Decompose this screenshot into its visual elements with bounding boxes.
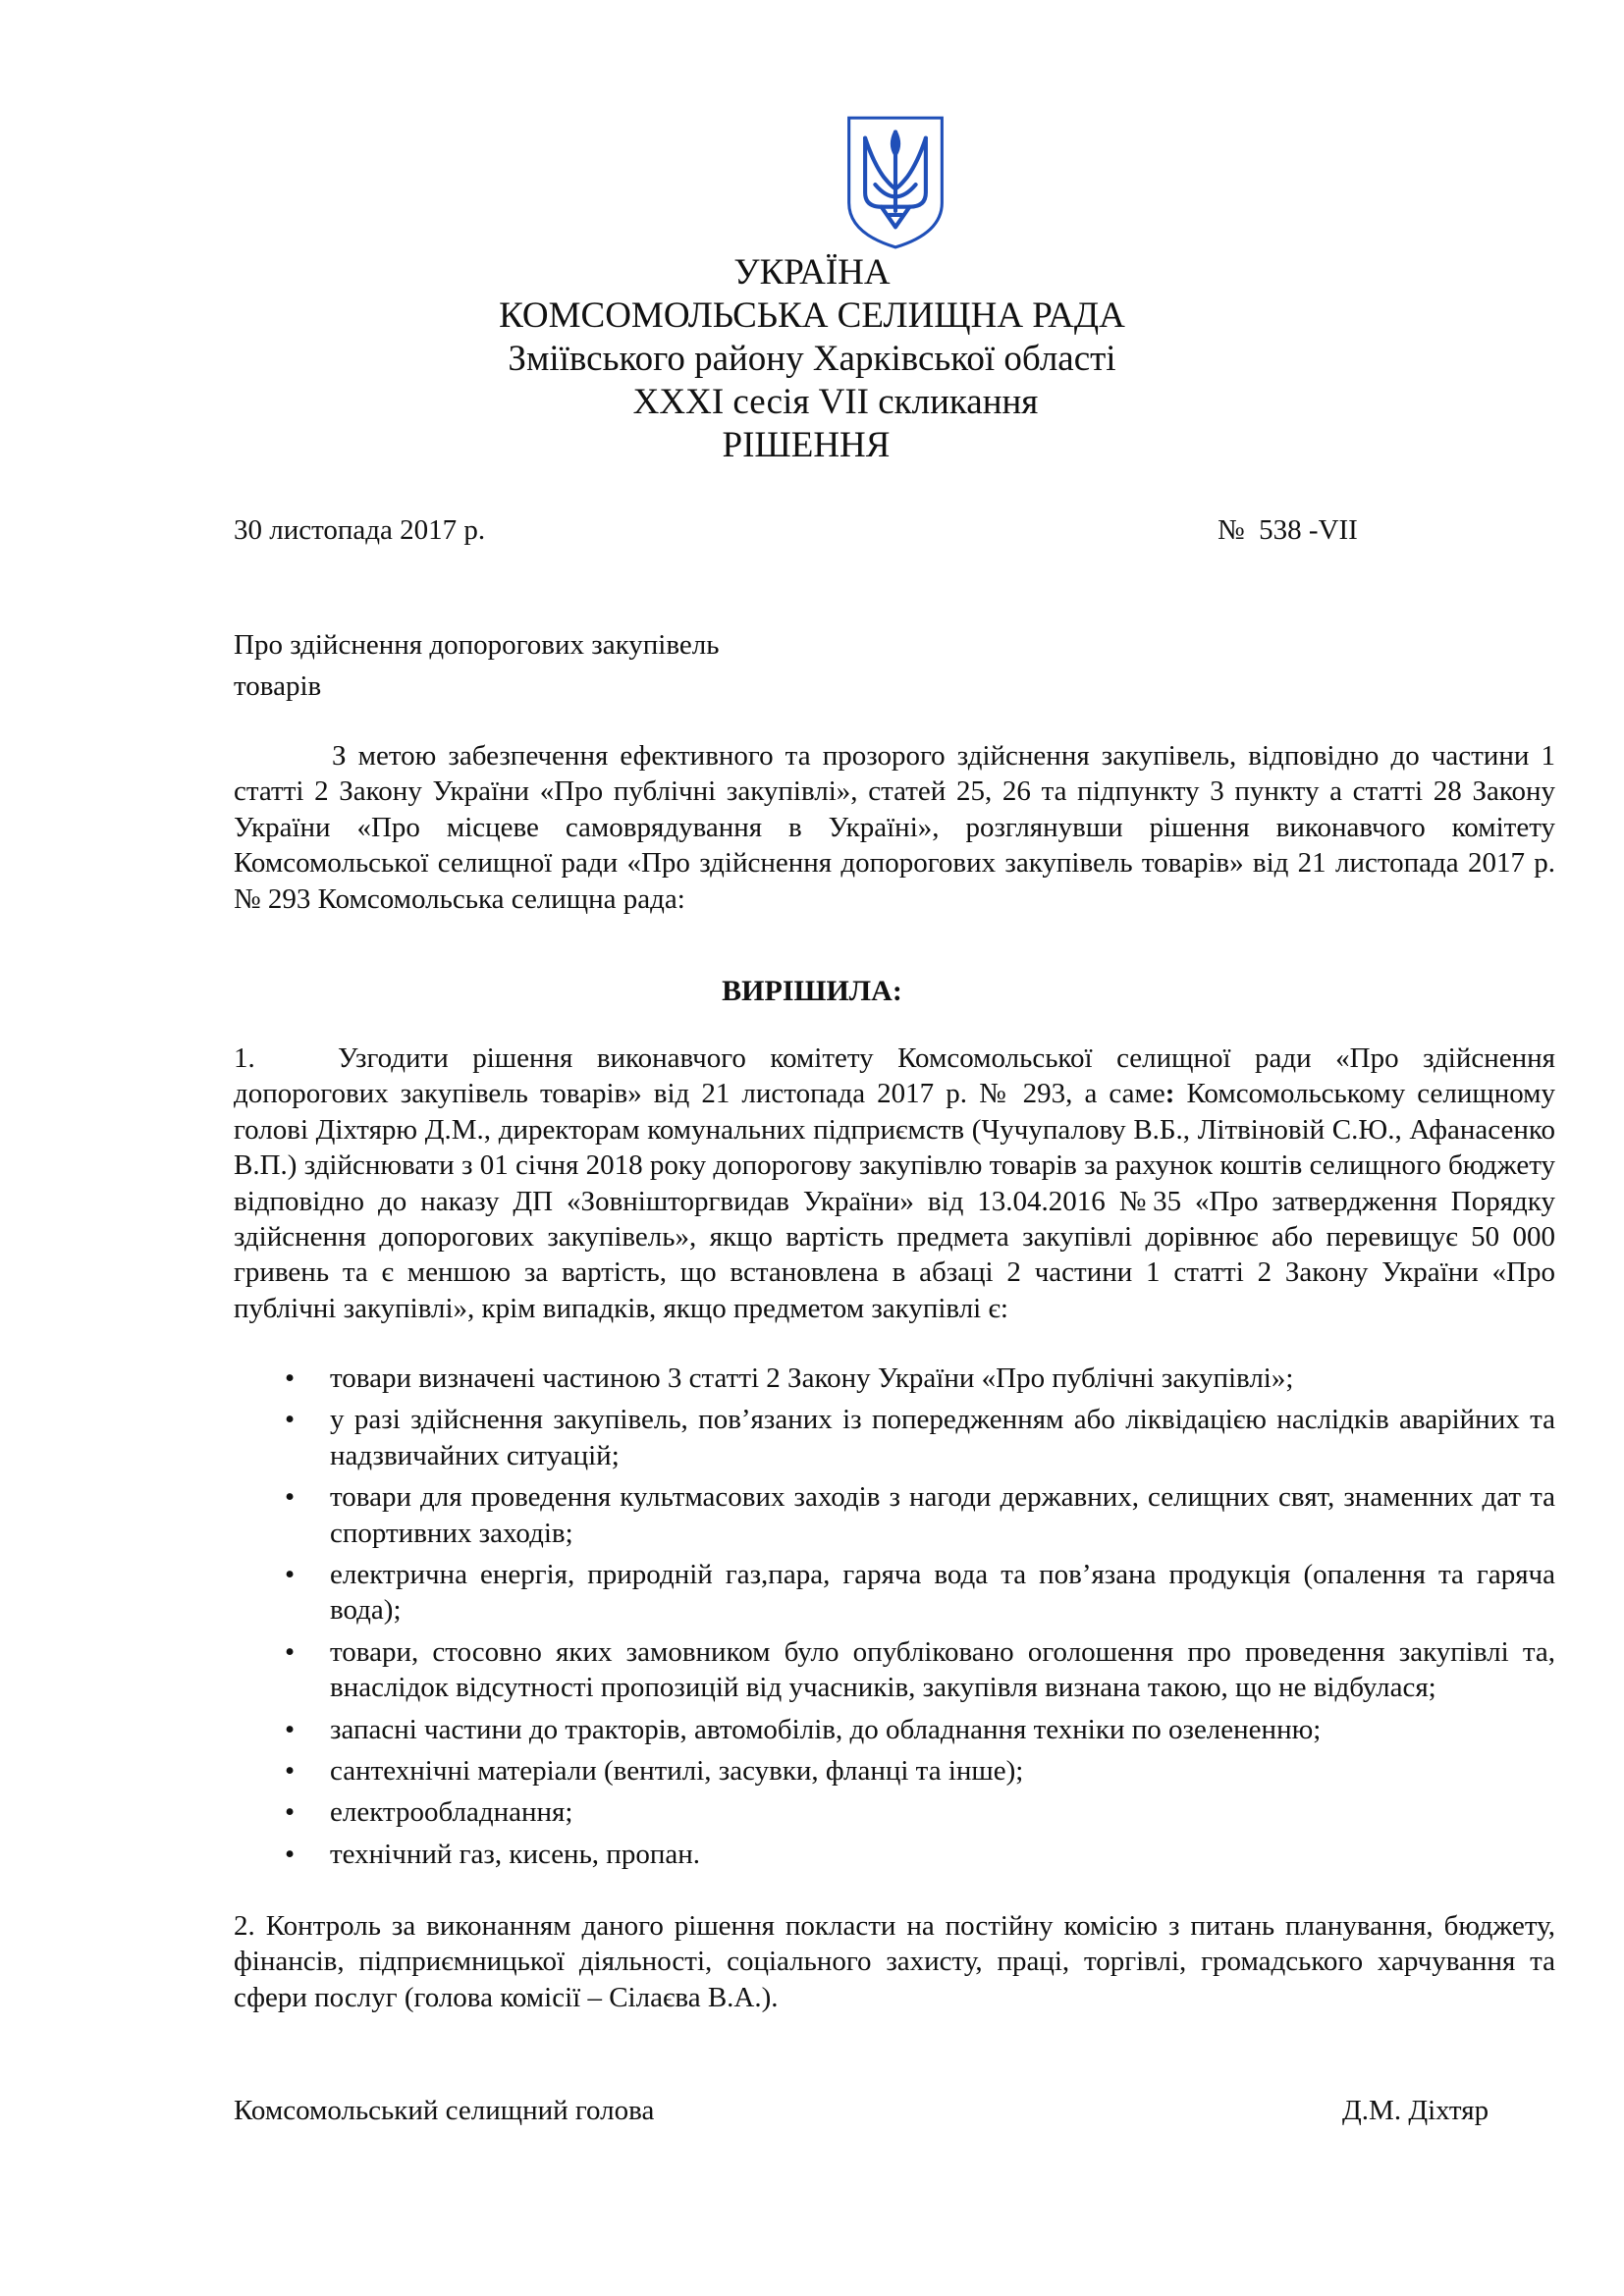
bullet-icon: • [285, 1362, 296, 1394]
list-item: • у разі здійснення закупівель, пов’язаних із попередженням або ліквідацією наслідків аварійних та надзвичайних ситуацій; [285, 1404, 1555, 1471]
point-1-text-b: Комсомольському селищному голові Діхтярю Д.М., директорам комунальних підприємств (Чучупалову В.Б., Літвіновій С.Ю., Афанасенко В.П.) здійснювати з 01 січня 2018 року допорогову закупівлю товарів за рахунок коштів селищного бюджету відповідно до наказу ДП «Зовнішторгвидав України» від 13.04.2016 №35 «Про затвердження Порядку здійснення допорогових закупівель», якщо вартість предмета закупівлі дорівнює або перевищує 50 000 гривень та є меншою за вартість, що встановлена в абзаці 2 частини 1 статті 2 Закону України «Про публічні закупівлі», крім випадків, якщо предметом закупівлі є: [234, 1078, 1556, 1324]
bullet-icon: • [285, 1635, 296, 1668]
bullet-icon: • [285, 1404, 296, 1436]
header-council: КОМСОМОЛЬСЬКА СЕЛИЩНА РАДА [499, 295, 1125, 336]
signature-position: Комсомольський селищний голова [234, 2095, 655, 2126]
point-1-text-a: Узгодити рішення виконавчого комітету Комсомольської селищної ради «Про здійснення допорогових закупівель товарів» від 21 листопада 2017 р. № 293, а саме [234, 1042, 1555, 1110]
header-doc-type: РІШЕННЯ [722, 425, 891, 465]
list-item: • технічний газ, кисень, пропан. [234, 1837, 1555, 1872]
signature-name: Д.М. Діхтяр [1342, 2095, 1489, 2126]
point-1-colon: : [1164, 1078, 1175, 1110]
subject-line-2: товарів [234, 670, 322, 702]
bullet-icon: • [285, 1838, 296, 1870]
bullet-icon: • [285, 1481, 296, 1514]
list-item: • сантехнічні матеріали (вентилі, засувки, фланці та інше); [234, 1753, 1555, 1789]
trident-coat-of-arms-icon [844, 114, 947, 251]
list-item: • товари, стосовно яких замовником було опубліковано оголошення про проведення закупівлі та, внаслідок відсутності пропозицій від учасників, закупівля визнана такою, що не відбулася; [285, 1635, 1555, 1704]
bullet-icon: • [285, 1713, 296, 1745]
exceptions-list [234, 1361, 1555, 1878]
point-1-number: 1. [234, 1042, 255, 1074]
decision-date: 30 листопада 2017 р. [234, 514, 486, 546]
subject-line-1: Про здійснення допорогових закупівель [234, 629, 720, 661]
list-item: • електрична енергія, природній газ,пара, гаряча вода та пов’язана продукція (опалення та гаряча вода); [285, 1559, 1555, 1627]
bullet-icon: • [285, 1755, 296, 1788]
header-country: УКРАЇНА [733, 252, 891, 293]
decision-subject [234, 624, 921, 707]
list-item: • запасні частини до тракторів, автомобілів, до обладнання техніки по озелененню; [234, 1712, 1555, 1747]
decided-heading: ВИРІШИЛА: [722, 975, 902, 1007]
header-district: Зміївського району Харківської області [508, 339, 1116, 379]
header-session: XXXI сесія VII скликання [632, 382, 1039, 422]
intro-paragraph: З метою забезпечення ефективного та прозорого здійснення закупівель, відповідно до частини 1 статті 2 Закону України «Про публічні закупівлі», статей 25, 26 та підпункту 3 пункту а статті 28 Закону України «Про місцеве самоврядування в Україні», розглянувши рішення виконавчого комітету Комсомольської селищної ради «Про здійснення допорогових закупівель товарів» від 21 листопада 2017 р. № 293 Комсомольська селищна рада: [234, 740, 1555, 915]
point-1-paragraph [234, 1041, 1555, 1326]
list-item: • товари для проведення культмасових заходів з нагоди державних, селищних свят, знаменних дат та спортивних заходів; [285, 1481, 1555, 1549]
list-item: • товари визначені частиною 3 статті 2 Закону України «Про публічні закупівлі»; [234, 1361, 1555, 1396]
bullet-icon: • [285, 1796, 296, 1829]
bullet-icon: • [285, 1559, 296, 1591]
list-item: • електрообладнання; [234, 1794, 1555, 1830]
decision-number: № 538 -VII [1218, 514, 1358, 546]
point-2-paragraph: 2. Контроль за виконанням даного рішення покласти на постійну комісію з питань планування, бюджету, фінансів, підприємницької діяльності, соціального захисту, праці, торгівлі, громадського харчування та сфери послуг (голова комісії – Сілаєва В.А.). [234, 1910, 1555, 2013]
